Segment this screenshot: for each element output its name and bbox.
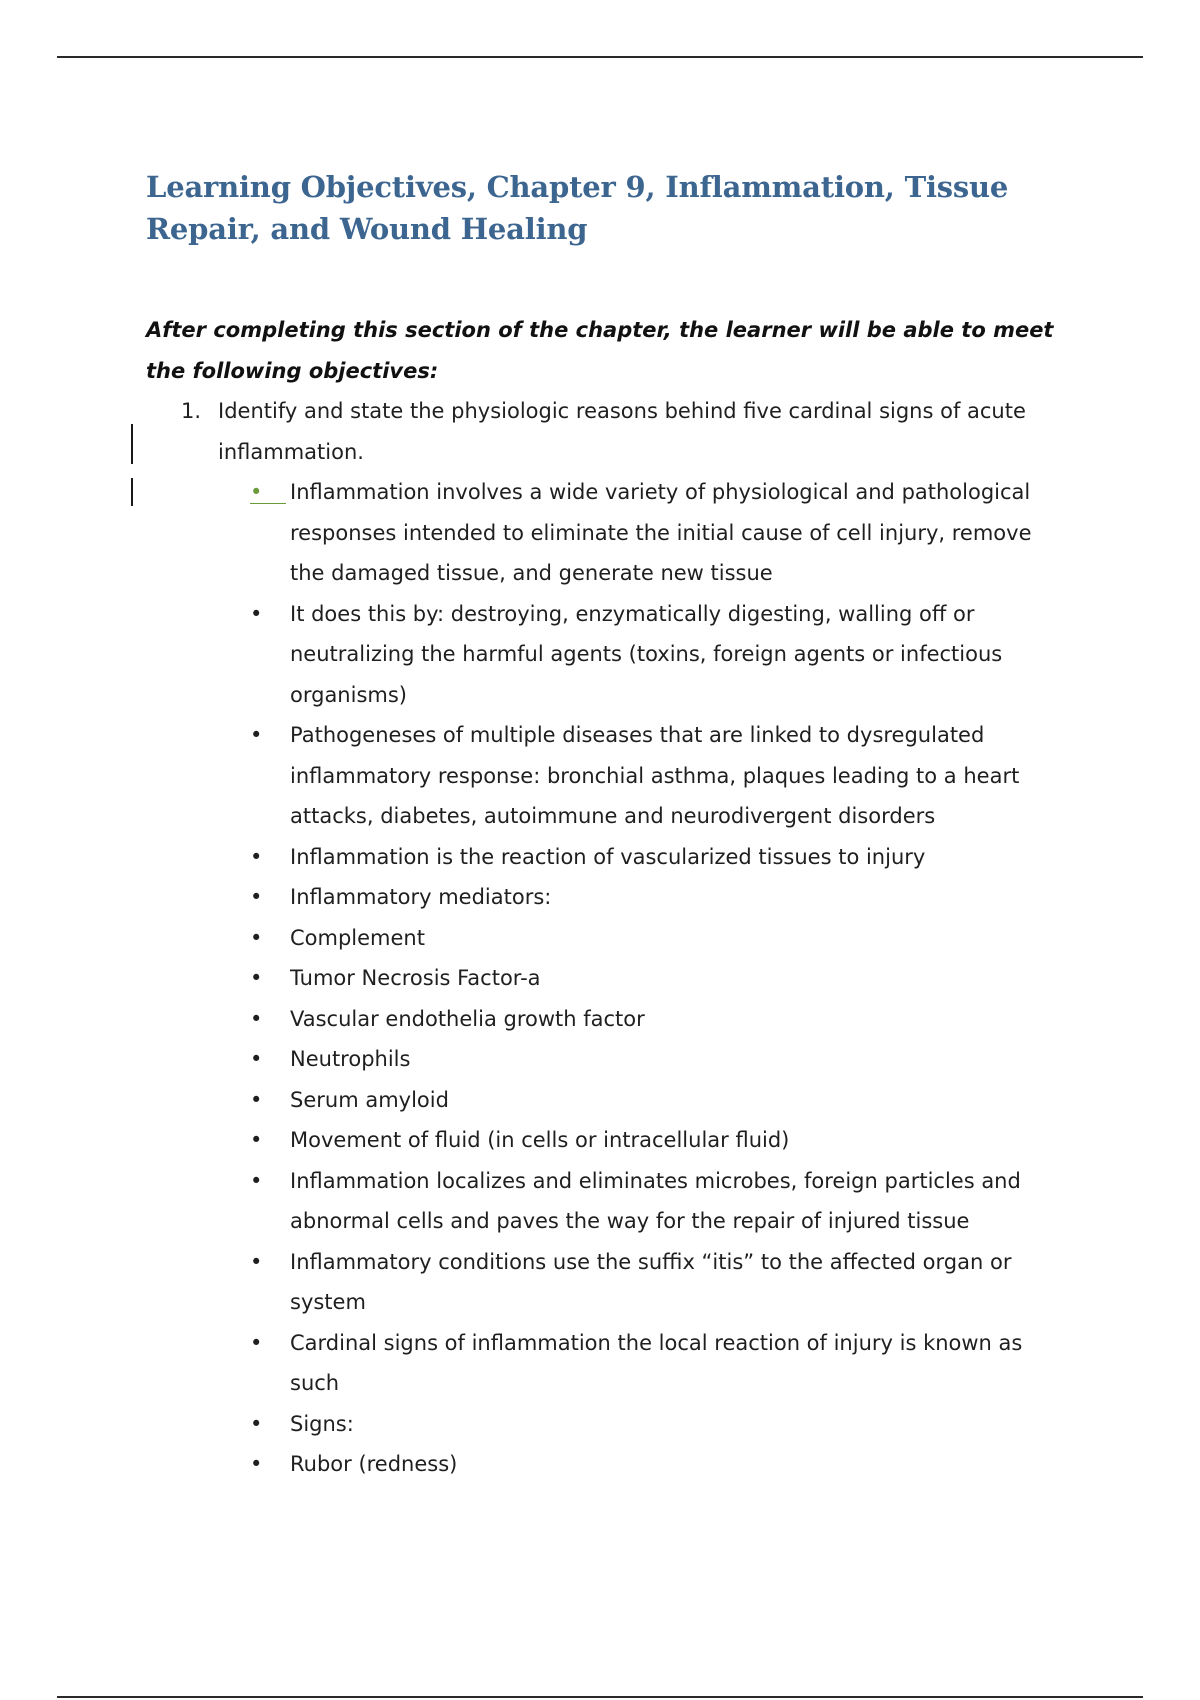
bullet-icon: • — [250, 1128, 263, 1152]
list-item-text: Pathogeneses of multiple diseases that are linked to dysregulated inflammatory response: bronchial asthma, plaques leading to a heart attacks, diabetes, autoimmune and neurodivergent disorders — [290, 723, 1020, 828]
list-item-text: Inflammatory conditions use the suffix “itis” to the affected organ or system — [290, 1249, 1012, 1314]
bullet-icon: • — [250, 1452, 263, 1476]
bullet-icon: • — [250, 601, 263, 626]
list-item — [146, 1323, 1066, 1404]
list-item-text: Cardinal signs of inflammation the local reaction of injury is known as such — [290, 1330, 1023, 1395]
bullet-icon: • — [250, 723, 263, 747]
list-item — [146, 594, 1066, 716]
list-item — [146, 715, 1066, 837]
bullet-icon: • — [250, 1047, 263, 1071]
list-item — [146, 1444, 1066, 1485]
list-item-text: Inflammation is the reaction of vascularized tissues to injury — [290, 844, 926, 869]
list-item-text: Serum amyloid — [290, 1087, 449, 1112]
document-title: Learning Objectives, Chapter 9, Inflammation, Tissue Repair, and Wound Healing — [146, 170, 1009, 246]
list-item-text: Rubor (redness) — [290, 1452, 458, 1476]
objective-number: 1. — [181, 399, 202, 423]
objective-item — [146, 391, 1066, 1485]
list-item-text: Movement of fluid (in cells or intracellular fluid) — [290, 1128, 790, 1152]
objectives-intro: After completing this section of the chapter, the learner will be able to meet the following objectives: — [146, 318, 1054, 383]
revision-change-bar — [131, 424, 133, 464]
list-item — [146, 877, 1066, 918]
bullet-icon: • — [250, 1168, 263, 1193]
revision-change-bar — [131, 478, 133, 506]
document-body — [146, 166, 1066, 1485]
list-item — [146, 918, 1066, 959]
page-top-rule — [57, 56, 1143, 58]
objectives-list — [146, 391, 1066, 1485]
list-item — [146, 837, 1066, 878]
objective-points-list — [218, 472, 1066, 1485]
list-item — [146, 1039, 1066, 1080]
list-item-text: Vascular endothelia growth factor — [290, 1006, 645, 1031]
list-item-text: Neutrophils — [290, 1047, 411, 1071]
list-item-text: It does this by: destroying, enzymatically digesting, walling off or neutralizing the harmful agents (toxins, foreign agents or infectious organisms) — [290, 601, 1003, 707]
list-item-text: Inflammation involves a wide variety of physiological and pathological responses intended to eliminate the initial cause of cell injury, remove the damaged tissue, and generate new tissue — [290, 480, 1032, 585]
bullet-icon: • — [250, 472, 268, 513]
list-item — [146, 472, 1066, 594]
bullet-icon: • — [250, 844, 263, 869]
list-item — [146, 1120, 1066, 1161]
list-item — [146, 1080, 1066, 1121]
list-item-text: Tumor Necrosis Factor-a — [290, 966, 541, 990]
list-item — [146, 1242, 1066, 1323]
bullet-icon: • — [250, 1087, 263, 1112]
page-bottom-rule — [57, 1696, 1143, 1698]
list-item-text: Complement — [290, 925, 425, 950]
objective-text: Identify and state the physiologic reasons behind five cardinal signs of acute inflammation. — [218, 399, 1026, 464]
bullet-icon: • — [250, 1006, 263, 1031]
list-item — [146, 1404, 1066, 1445]
list-item-text: Signs: — [290, 1411, 354, 1436]
bullet-icon: • — [250, 966, 263, 990]
bullet-icon: • — [250, 885, 263, 909]
bullet-icon: • — [250, 925, 263, 950]
bullet-icon: • — [250, 1330, 263, 1355]
list-item — [146, 1161, 1066, 1242]
list-item-text: Inflammatory mediators: — [290, 885, 552, 909]
list-item-text: Inflammation localizes and eliminates microbes, foreign particles and abnormal cells and paves the way for the repair of injured tissue — [290, 1168, 1021, 1233]
list-item — [146, 999, 1066, 1040]
bullet-icon: • — [250, 1249, 263, 1274]
list-item — [146, 958, 1066, 999]
bullet-icon: • — [250, 1411, 263, 1436]
